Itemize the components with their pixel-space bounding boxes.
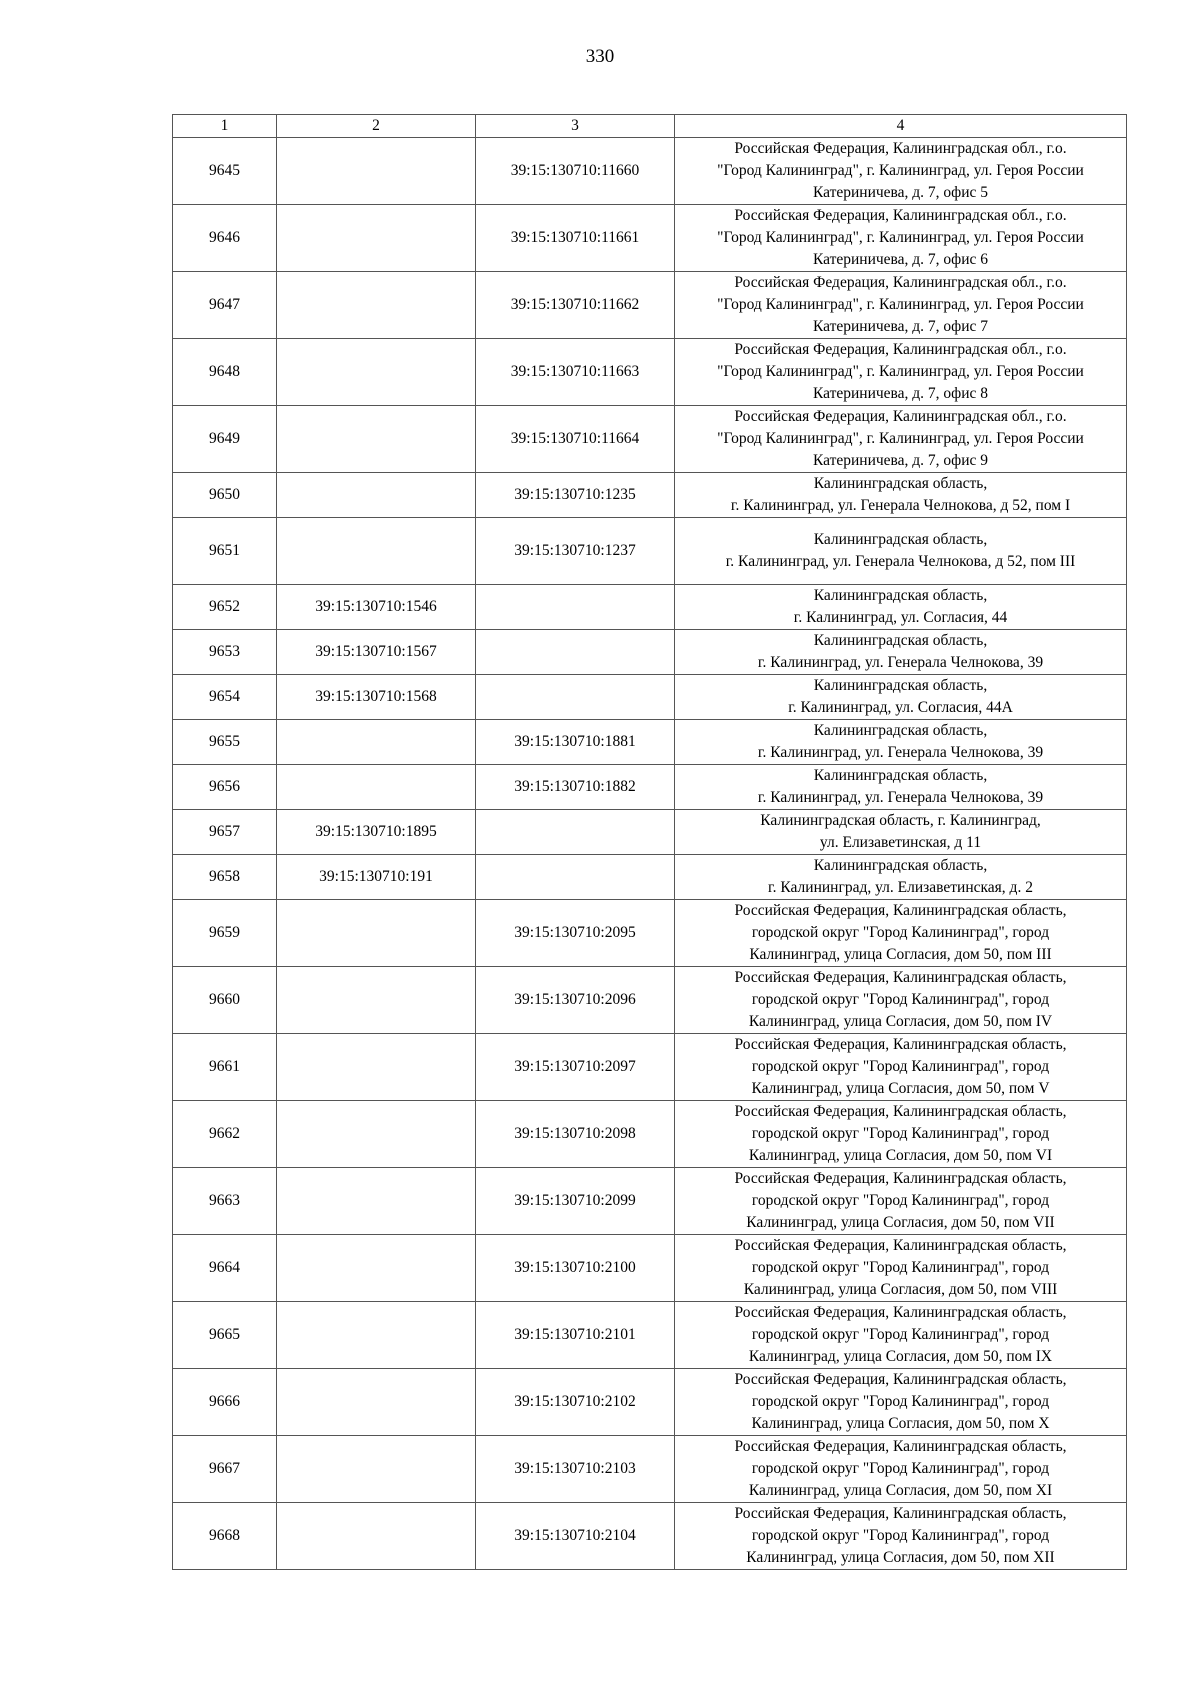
cadastral-number-col3-cell: 39:15:130710:2099 bbox=[476, 1168, 675, 1235]
address-line: Российская Федерация, Калининградская область, bbox=[734, 1304, 1067, 1321]
cadastral-number-col3-cell bbox=[476, 585, 675, 630]
address-cell bbox=[675, 518, 1127, 585]
cadastral-number-col2-cell bbox=[277, 765, 476, 810]
column-header-2: 2 bbox=[277, 115, 476, 138]
cadastral-number-col3-cell: 39:15:130710:2102 bbox=[476, 1369, 675, 1436]
table-row bbox=[173, 138, 1127, 205]
cadastral-number-col3-cell: 39:15:130710:1237 bbox=[476, 518, 675, 585]
address-line: Калининград, улица Согласия, дом 50, пом XII bbox=[746, 1549, 1055, 1566]
address-line: Калининградская область, bbox=[813, 475, 988, 492]
cadastral-number-col3-cell: 39:15:130710:1235 bbox=[476, 473, 675, 518]
cadastral-number-col3-cell: 39:15:130710:11661 bbox=[476, 205, 675, 272]
address-cell bbox=[675, 630, 1127, 675]
table-row bbox=[173, 720, 1127, 765]
cadastral-number-col2-cell bbox=[277, 473, 476, 518]
cadastral-number-col3-cell bbox=[476, 855, 675, 900]
page-number: 330 bbox=[585, 46, 615, 67]
address-cell bbox=[675, 272, 1127, 339]
cadastral-number-col2-cell bbox=[277, 1369, 476, 1436]
table-row bbox=[173, 900, 1127, 967]
row-number-cell: 9647 bbox=[173, 272, 277, 339]
address-line: "Город Калининград", г. Калининград, ул. Героя России bbox=[717, 229, 1084, 246]
row-number-cell: 9646 bbox=[173, 205, 277, 272]
table-row bbox=[173, 518, 1127, 585]
address-cell bbox=[675, 967, 1127, 1034]
address-cell bbox=[675, 339, 1127, 406]
address-line: Катериничева, д. 7, офис 9 bbox=[812, 452, 989, 469]
address-cell bbox=[675, 585, 1127, 630]
row-number-cell: 9652 bbox=[173, 585, 277, 630]
address-line: Калининград, улица Согласия, дом 50, пом IV bbox=[748, 1013, 1053, 1030]
address-line: городской округ "Город Калининград", город bbox=[751, 1058, 1050, 1075]
cadastral-number-col2-cell bbox=[277, 1101, 476, 1168]
address-line: Российская Федерация, Калининградская область, bbox=[734, 1103, 1067, 1120]
column-header-4: 4 bbox=[675, 115, 1127, 138]
row-number-cell: 9648 bbox=[173, 339, 277, 406]
address-line: городской округ "Город Калининград", город bbox=[751, 1192, 1050, 1209]
registry-table bbox=[172, 114, 1127, 1570]
address-line: городской округ "Город Калининград", город bbox=[751, 1326, 1050, 1343]
address-line: Калининградская область, bbox=[813, 767, 988, 784]
address-line: городской округ "Город Калининград", город bbox=[751, 1393, 1050, 1410]
address-line: Российская Федерация, Калининградская область, bbox=[734, 1505, 1067, 1522]
table-row bbox=[173, 205, 1127, 272]
table-row bbox=[173, 1034, 1127, 1101]
cadastral-number-col3-cell: 39:15:130710:11663 bbox=[476, 339, 675, 406]
row-number-cell: 9657 bbox=[173, 810, 277, 855]
cadastral-number-col3-cell: 39:15:130710:2098 bbox=[476, 1101, 675, 1168]
address-line: "Город Калининград", г. Калининград, ул. Героя России bbox=[717, 296, 1084, 313]
address-line: городской округ "Город Калининград", город bbox=[751, 1460, 1050, 1477]
cadastral-number-col2-cell bbox=[277, 205, 476, 272]
cadastral-number-col3-cell: 39:15:130710:11660 bbox=[476, 138, 675, 205]
cadastral-number-col2-cell: 39:15:130710:1567 bbox=[277, 630, 476, 675]
address-line: г. Калининград, ул. Согласия, 44 bbox=[793, 609, 1008, 626]
cadastral-number-col3-cell: 39:15:130710:2095 bbox=[476, 900, 675, 967]
row-number-cell: 9653 bbox=[173, 630, 277, 675]
address-line: Катериничева, д. 7, офис 5 bbox=[812, 184, 989, 201]
address-line: Российская Федерация, Калининградская обл., г.о. bbox=[734, 274, 1067, 291]
cadastral-number-col3-cell: 39:15:130710:2100 bbox=[476, 1235, 675, 1302]
address-line: Российская Федерация, Калининградская область, bbox=[734, 1170, 1067, 1187]
address-cell bbox=[675, 1369, 1127, 1436]
address-cell bbox=[675, 138, 1127, 205]
cadastral-number-col2-cell bbox=[277, 272, 476, 339]
cadastral-number-col2-cell bbox=[277, 1503, 476, 1570]
address-cell bbox=[675, 473, 1127, 518]
address-line: Калининград, улица Согласия, дом 50, пом VI bbox=[748, 1147, 1053, 1164]
address-cell bbox=[675, 900, 1127, 967]
address-line: Калининградская область, bbox=[813, 722, 988, 739]
cadastral-number-col3-cell: 39:15:130710:1881 bbox=[476, 720, 675, 765]
column-header-1: 1 bbox=[173, 115, 277, 138]
table-row bbox=[173, 675, 1127, 720]
cadastral-number-col2-cell bbox=[277, 1168, 476, 1235]
address-line: городской округ "Город Калининград", город bbox=[751, 1125, 1050, 1142]
address-cell bbox=[675, 1436, 1127, 1503]
address-cell bbox=[675, 855, 1127, 900]
cadastral-number-col2-cell bbox=[277, 138, 476, 205]
table-body bbox=[173, 138, 1127, 1570]
address-line: Российская Федерация, Калининградская обл., г.о. bbox=[734, 341, 1067, 358]
address-line: Российская Федерация, Калининградская область, bbox=[734, 1438, 1067, 1455]
row-number-cell: 9654 bbox=[173, 675, 277, 720]
address-line: Калининград, улица Согласия, дом 50, пом V bbox=[751, 1080, 1050, 1097]
table-row bbox=[173, 1168, 1127, 1235]
table-row bbox=[173, 1436, 1127, 1503]
address-line: Калининград, улица Согласия, дом 50, пом VIII bbox=[743, 1281, 1058, 1298]
cadastral-number-col2-cell bbox=[277, 720, 476, 765]
address-line: Калининградская область, bbox=[813, 587, 988, 604]
row-number-cell: 9645 bbox=[173, 138, 277, 205]
cadastral-number-col2-cell: 39:15:130710:1546 bbox=[277, 585, 476, 630]
row-number-cell: 9650 bbox=[173, 473, 277, 518]
row-number-cell: 9667 bbox=[173, 1436, 277, 1503]
address-line: Калининградская область, г. Калининград, bbox=[760, 812, 1041, 829]
address-line: г. Калининград, ул. Согласия, 44А bbox=[788, 699, 1013, 716]
address-line: Калининградская область, bbox=[813, 857, 988, 874]
address-cell bbox=[675, 1168, 1127, 1235]
address-cell bbox=[675, 1235, 1127, 1302]
cadastral-number-col2-cell: 39:15:130710:1895 bbox=[277, 810, 476, 855]
address-cell bbox=[675, 810, 1127, 855]
address-cell bbox=[675, 675, 1127, 720]
address-line: "Город Калининград", г. Калининград, ул. Героя России bbox=[717, 162, 1084, 179]
address-line: г. Калининград, ул. Генерала Челнокова, 39 bbox=[757, 744, 1044, 761]
cadastral-number-col3-cell bbox=[476, 630, 675, 675]
address-line: Российская Федерация, Калининградская область, bbox=[734, 1036, 1067, 1053]
cadastral-number-col3-cell: 39:15:130710:2096 bbox=[476, 967, 675, 1034]
address-line: городской округ "Город Калининград", город bbox=[751, 1527, 1050, 1544]
address-line: Российская Федерация, Калининградская область, bbox=[734, 1371, 1067, 1388]
table-row bbox=[173, 1503, 1127, 1570]
address-cell bbox=[675, 1302, 1127, 1369]
cadastral-number-col2-cell bbox=[277, 1302, 476, 1369]
row-number-cell: 9651 bbox=[173, 518, 277, 585]
table-row bbox=[173, 1369, 1127, 1436]
address-cell bbox=[675, 406, 1127, 473]
cadastral-number-col2-cell bbox=[277, 518, 476, 585]
cadastral-number-col2-cell bbox=[277, 967, 476, 1034]
row-number-cell: 9661 bbox=[173, 1034, 277, 1101]
address-line: Катериничева, д. 7, офис 8 bbox=[812, 385, 989, 402]
address-line: г. Калининград, ул. Генерала Челнокова, 39 bbox=[757, 789, 1044, 806]
table-row bbox=[173, 406, 1127, 473]
row-number-cell: 9664 bbox=[173, 1235, 277, 1302]
row-number-cell: 9665 bbox=[173, 1302, 277, 1369]
address-line: Российская Федерация, Калининградская область, bbox=[734, 902, 1067, 919]
address-line: городской округ "Город Калининград", город bbox=[751, 924, 1050, 941]
address-line: ул. Елизаветинская, д 11 bbox=[819, 834, 982, 851]
address-line: Российская Федерация, Калининградская обл., г.о. bbox=[734, 140, 1067, 157]
address-cell bbox=[675, 1101, 1127, 1168]
address-line: Калининград, улица Согласия, дом 50, пом X bbox=[751, 1415, 1050, 1432]
cadastral-number-col2-cell bbox=[277, 406, 476, 473]
address-line: г. Калининград, ул. Генерала Челнокова, д 52, пом I bbox=[730, 497, 1071, 514]
address-line: Калининград, улица Согласия, дом 50, пом III bbox=[749, 946, 1052, 963]
row-number-cell: 9663 bbox=[173, 1168, 277, 1235]
table-row bbox=[173, 339, 1127, 406]
table-row bbox=[173, 1235, 1127, 1302]
cadastral-number-col2-cell: 39:15:130710:1568 bbox=[277, 675, 476, 720]
table-row bbox=[173, 630, 1127, 675]
address-line: городской округ "Город Калининград", город bbox=[751, 1259, 1050, 1276]
cadastral-number-col3-cell bbox=[476, 810, 675, 855]
address-line: г. Калининград, ул. Елизаветинская, д. 2 bbox=[768, 879, 1033, 896]
table-row bbox=[173, 585, 1127, 630]
header-row bbox=[173, 115, 1127, 138]
table-row bbox=[173, 1302, 1127, 1369]
cadastral-number-col3-cell: 39:15:130710:1882 bbox=[476, 765, 675, 810]
row-number-cell: 9659 bbox=[173, 900, 277, 967]
address-line: г. Калининград, ул. Генерала Челнокова, д 52, пом III bbox=[725, 553, 1076, 570]
table-row bbox=[173, 1101, 1127, 1168]
address-line: "Город Калининград", г. Калининград, ул. Героя России bbox=[717, 430, 1084, 447]
column-header-3: 3 bbox=[476, 115, 675, 138]
address-cell bbox=[675, 205, 1127, 272]
row-number-cell: 9658 bbox=[173, 855, 277, 900]
cadastral-number-col3-cell: 39:15:130710:2101 bbox=[476, 1302, 675, 1369]
row-number-cell: 9649 bbox=[173, 406, 277, 473]
address-line: Катериничева, д. 7, офис 6 bbox=[812, 251, 989, 268]
address-line: г. Калининград, ул. Генерала Челнокова, 39 bbox=[757, 654, 1044, 671]
table-row bbox=[173, 855, 1127, 900]
cadastral-number-col2-cell bbox=[277, 1034, 476, 1101]
cadastral-number-col2-cell bbox=[277, 1235, 476, 1302]
cadastral-number-col3-cell: 39:15:130710:2097 bbox=[476, 1034, 675, 1101]
row-number-cell: 9668 bbox=[173, 1503, 277, 1570]
address-cell bbox=[675, 1034, 1127, 1101]
address-line: Калининград, улица Согласия, дом 50, пом IX bbox=[748, 1348, 1053, 1365]
cadastral-number-col3-cell: 39:15:130710:2103 bbox=[476, 1436, 675, 1503]
address-line: Российская Федерация, Калининградская обл., г.о. bbox=[734, 207, 1067, 224]
address-line: Катериничева, д. 7, офис 7 bbox=[812, 318, 989, 335]
address-line: Калининградская область, bbox=[813, 677, 988, 694]
table-row bbox=[173, 473, 1127, 518]
table-row bbox=[173, 810, 1127, 855]
cadastral-number-col3-cell: 39:15:130710:11664 bbox=[476, 406, 675, 473]
cadastral-number-col2-cell: 39:15:130710:191 bbox=[277, 855, 476, 900]
address-line: городской округ "Город Калининград", город bbox=[751, 991, 1050, 1008]
cadastral-number-col2-cell bbox=[277, 339, 476, 406]
address-line: Российская Федерация, Калининградская обл., г.о. bbox=[734, 408, 1067, 425]
table-row bbox=[173, 272, 1127, 339]
address-line: Калининградская область, bbox=[813, 632, 988, 649]
address-line: Российская Федерация, Калининградская область, bbox=[734, 969, 1067, 986]
address-line: Российская Федерация, Калининградская область, bbox=[734, 1237, 1067, 1254]
address-cell bbox=[675, 765, 1127, 810]
table-row bbox=[173, 765, 1127, 810]
address-line: Калининградская область, bbox=[813, 531, 988, 548]
row-number-cell: 9666 bbox=[173, 1369, 277, 1436]
address-cell bbox=[675, 720, 1127, 765]
address-line: Калининград, улица Согласия, дом 50, пом VII bbox=[746, 1214, 1055, 1231]
cadastral-number-col3-cell: 39:15:130710:11662 bbox=[476, 272, 675, 339]
row-number-cell: 9656 bbox=[173, 765, 277, 810]
row-number-cell: 9660 bbox=[173, 967, 277, 1034]
table-row bbox=[173, 967, 1127, 1034]
cadastral-number-col2-cell bbox=[277, 1436, 476, 1503]
cadastral-number-col2-cell bbox=[277, 900, 476, 967]
address-line: Калининград, улица Согласия, дом 50, пом XI bbox=[748, 1482, 1053, 1499]
row-number-cell: 9655 bbox=[173, 720, 277, 765]
row-number-cell: 9662 bbox=[173, 1101, 277, 1168]
cadastral-number-col3-cell bbox=[476, 675, 675, 720]
address-cell bbox=[675, 1503, 1127, 1570]
address-line: "Город Калининград", г. Калининград, ул. Героя России bbox=[717, 363, 1084, 380]
cadastral-number-col3-cell: 39:15:130710:2104 bbox=[476, 1503, 675, 1570]
